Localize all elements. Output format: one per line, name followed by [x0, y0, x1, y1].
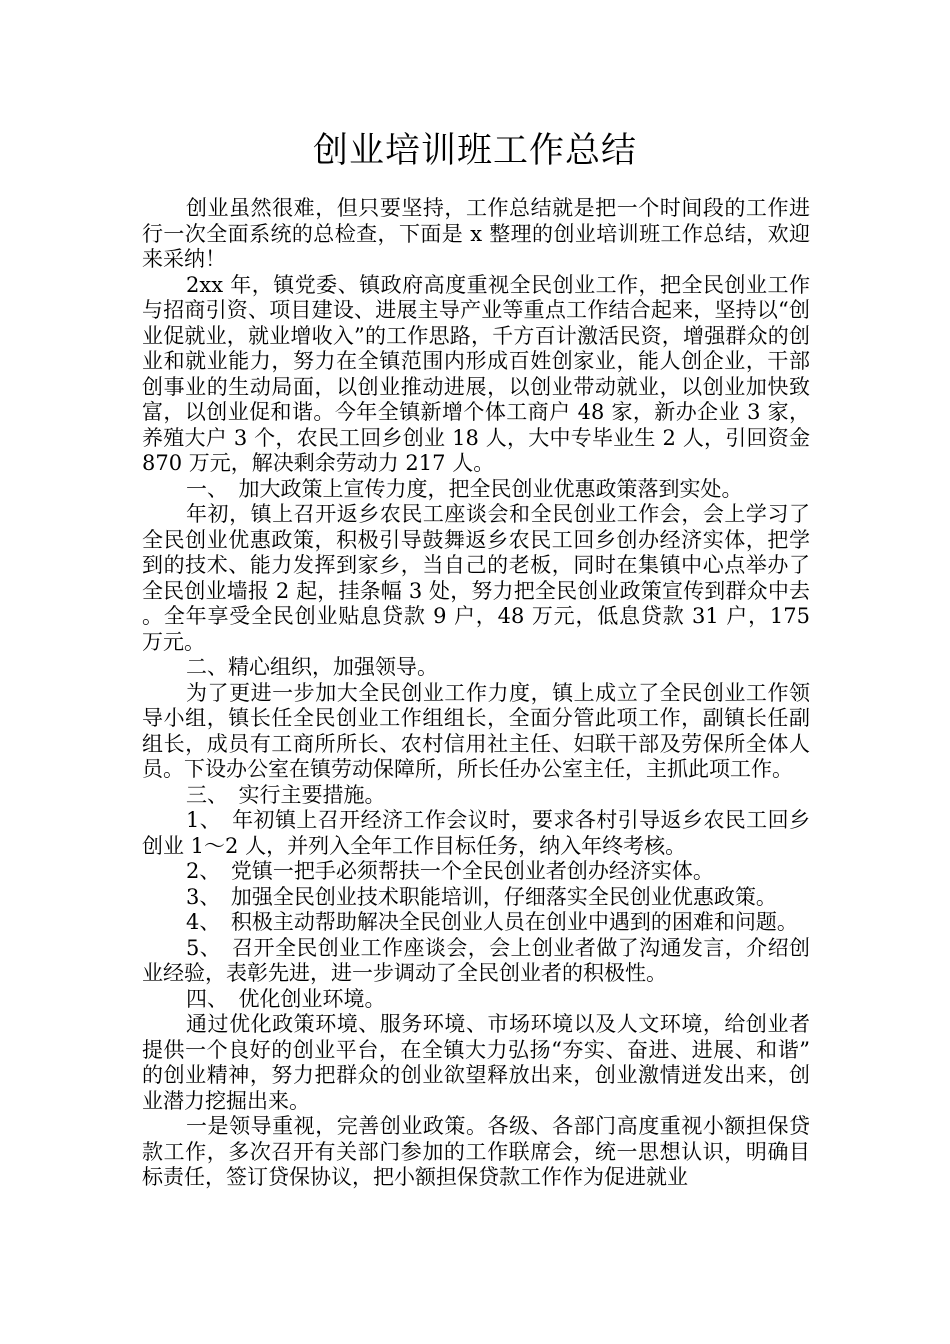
document-body — [142, 196, 810, 1191]
section-heading: 一、 加大政策上宣传力度，把全民创业优惠政策落到实处。 — [186, 476, 743, 501]
paragraph: 2xx 年，镇党委、镇政府高度重视全民创业工作，把全民创业工作与招商引资、项目建设、进展主导产业等重点工作结合起来，坚持以“创业促就业，就业增收入”的工作思路，千方百计激活民资，增强群众的创业和就业能力，努力在全镇范围内形成百姓创家业，能人创企业，干部创事业的生动局面，以创业推动进展，以创业带动就业，以创业加快致富，以创业促和谐。今年全镇新增个体工商户 48 家，新办企业 3 家，养殖大户 3 个，农民工回乡创业 18 人，大中专毕业生 2 人，引回资金 870 万元，解决剩余劳动力 217 人。 — [142, 272, 810, 475]
section-heading: 四、 优化创业环境。 — [186, 986, 386, 1011]
list-item: 3、 加强全民创业技术职能培训，仔细落实全民创业优惠政策。 — [186, 884, 777, 909]
section-heading: 二、精心组织，加强领导。 — [186, 655, 438, 679]
paragraph: 年初，镇上召开返乡农民工座谈会和全民创业工作会，会上学习了全民创业优惠政策，积极引导鼓舞返乡农民工回乡创办经济实体，把学到的技术、能力发挥到家乡，当自己的老板，同时在集镇中心点举办了全民创业墙报 2 起，挂条幅 3 处，努力把全民创业政策宣传到群众中去。全年享受全民创业贴息贷款 9 户，48 万元，低息贷款 31 户，175 万元。 — [142, 502, 810, 654]
paragraph: 通过优化政策环境、服务环境、市场环境以及人文环境，给创业者提供一个良好的创业平台，在全镇大力弘扬“夯实、奋进、进展、和谐”的创业精神，努力把群众的创业欲望释放出来，创业激情迸发出来，创业潜力挖掘出来。 — [142, 1012, 810, 1113]
list-item: 5、 召开全民创业工作座谈会，会上创业者做了沟通发言，介绍创业经验，表彰先进，进一步调动了全民创业者的积极性。 — [142, 935, 810, 985]
paragraph: 一是领导重视，完善创业政策。各级、各部门高度重视小额担保贷款工作，多次召开有关部门参加的工作联席会，统一思想认识，明确目标责任，签订贷保协议，把小额担保贷款工作作为促进就业 — [142, 1114, 810, 1189]
paragraph: 创业虽然很难，但只要坚持，工作总结就是把一个时间段的工作进行一次全面系统的总检查，下面是 x 整理的创业培训班工作总结，欢迎来采纳！ — [142, 196, 810, 271]
section-heading: 三、 实行主要措施。 — [186, 782, 386, 807]
list-item: 2、 党镇一把手必须帮扶一个全民创业者创办经济实体。 — [186, 859, 714, 883]
list-item: 1、 年初镇上召开经济工作会议时，要求各村引导返乡农民工回乡创业 1～2 人，并列入全年工作目标任务，纳入年终考核。 — [142, 808, 810, 858]
document-title: 创业培训班工作总结 — [312, 131, 637, 171]
paragraph: 为了更进一步加大全民创业工作力度，镇上成立了全民创业工作领导小组，镇长任全民创业工作组组长，全面分管此项工作，副镇长任副组长，成员有工商所所长、农村信用社主任、妇联干部及劳保所全体人员。下设办公室在镇劳动保障所，所长任办公室主任，主抓此项工作。 — [142, 680, 810, 781]
list-item: 4、 积极主动帮助解决全民创业人员在创业中遇到的困难和问题。 — [186, 910, 798, 934]
